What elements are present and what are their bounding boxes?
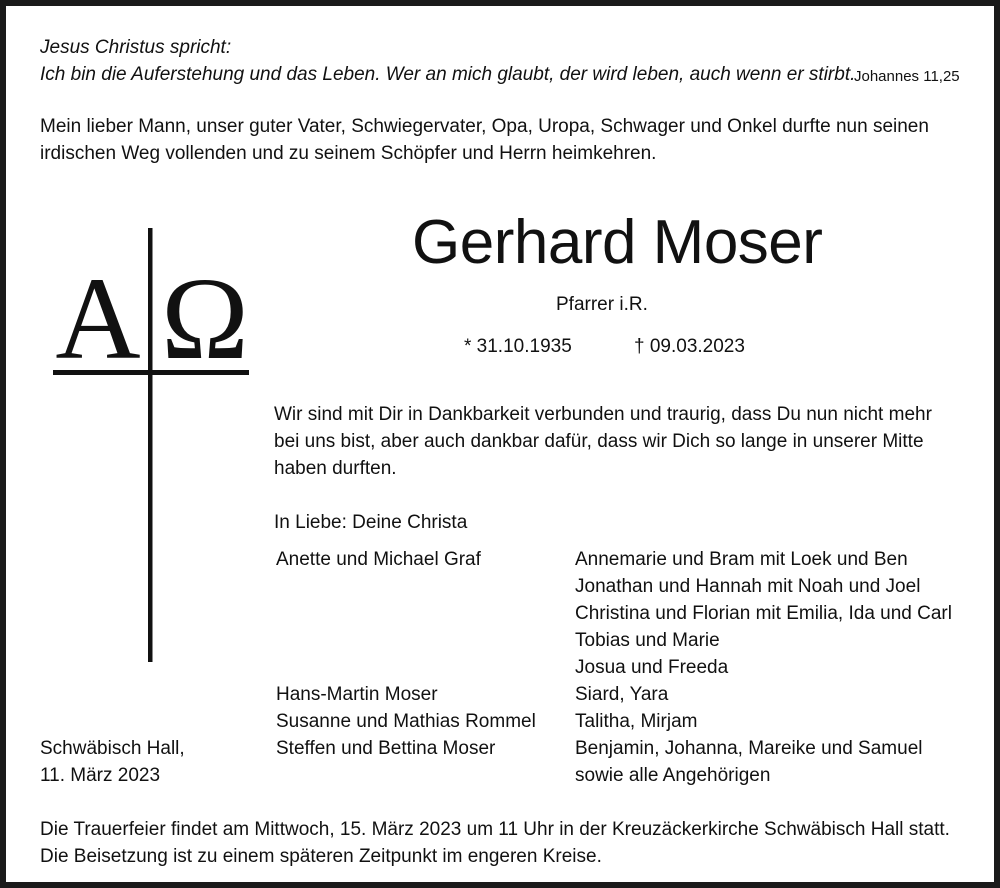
motto-verse: Ich bin die Auferstehung und das Leben. Wer an mich glaubt, der wird leben, auch wenn er stirbt. — [40, 64, 856, 85]
grandchildren-entry: Benjamin, Johanna, Mareike und Samuel — [575, 738, 923, 759]
message-line-1: Wir sind mit Dir in Dankbarkeit verbunden und traurig, dass Du nun nicht mehr — [274, 404, 932, 425]
motto-heading: Jesus Christus spricht: — [40, 37, 232, 58]
cross-vertical-bar — [148, 228, 153, 662]
intro-line-2: irdischen Weg vollenden und zu seinem Schöpfer und Herrn heimkehren. — [40, 143, 657, 164]
message-line-2: bei uns bist, aber auch dankbar dafür, dass wir Dich so lange in unserer Mitte — [274, 431, 924, 452]
grandchildren-entry: Annemarie und Bram mit Loek und Ben — [575, 549, 908, 570]
alpha-omega-cross-icon — [50, 228, 250, 668]
motto-reference: Johannes 11,25 — [854, 68, 960, 85]
in-love-line: In Liebe: Deine Christa — [274, 512, 468, 533]
death-date: † 09.03.2023 — [634, 336, 745, 357]
notice-date: 11. März 2023 — [40, 765, 161, 786]
alpha-glyph: A — [55, 253, 141, 384]
children-entry: Hans-Martin Moser — [276, 684, 438, 705]
grandchildren-entry: Siard, Yara — [575, 684, 669, 705]
burial-info: Die Beisetzung ist zu einem späteren Zeitpunkt im engeren Kreise. — [40, 846, 602, 867]
children-entry: Susanne und Mathias Rommel — [276, 711, 536, 732]
funeral-info: Die Trauerfeier findet am Mittwoch, 15. März 2023 um 11 Uhr in der Kreuzäckerkirche Schwäbisch Hall statt. — [40, 819, 950, 840]
omega-glyph: Ω — [161, 253, 249, 384]
birth-date: * 31.10.1935 — [464, 336, 572, 357]
grandchildren-entry: sowie alle Angehörigen — [575, 765, 771, 786]
place: Schwäbisch Hall, — [40, 738, 185, 759]
grandchildren-entry: Tobias und Marie — [575, 630, 720, 651]
grandchildren-entry: Christina und Florian mit Emilia, Ida und Carl — [575, 603, 952, 624]
intro-line-1: Mein lieber Mann, unser guter Vater, Schwiegervater, Opa, Uropa, Schwager und Onkel durfte nun seinen — [40, 116, 929, 137]
deceased-name: Gerhard Moser — [412, 208, 823, 277]
grandchildren-entry: Talitha, Mirjam — [575, 711, 698, 732]
grandchildren-entry: Jonathan und Hannah mit Noah und Joel — [575, 576, 921, 597]
children-entry: Anette und Michael Graf — [276, 549, 481, 570]
message-line-3: haben durften. — [274, 458, 397, 479]
children-entry: Steffen und Bettina Moser — [276, 738, 496, 759]
deceased-title: Pfarrer i.R. — [556, 294, 648, 315]
grandchildren-entry: Josua und Freeda — [575, 657, 729, 678]
